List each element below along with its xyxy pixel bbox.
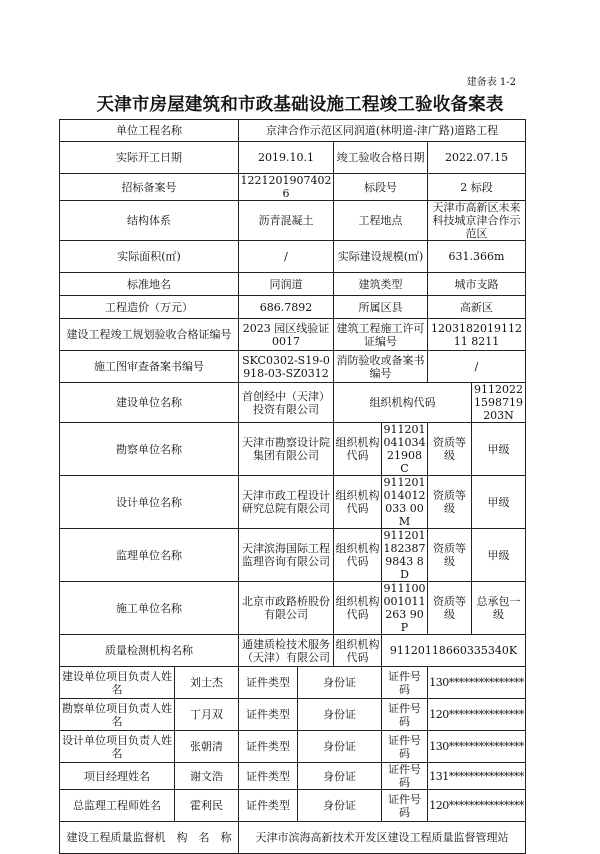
id-no-label: 证件号码 [382,763,428,790]
builder-value: 首创经中（天津）投资有限公司 [239,383,334,423]
cost-value: 686.7892 [239,296,334,319]
cost-label: 工程造价（万元） [60,296,239,319]
supervise-label: 监理单位名称 [60,529,239,582]
landmark-value: 同润道 [239,273,334,296]
permit-value: 120318201911211 8211 [428,319,526,351]
construct-qual-label: 资质等级 [428,582,472,635]
id-no-value: 120*************** [428,699,526,731]
builder-row [60,383,526,423]
person-role: 项目经理姓名 [60,763,175,790]
area-value: / [239,241,334,273]
id-type-label: 证件类型 [239,699,298,731]
certificate-row [60,319,526,351]
design-org-code-value: 911201014012033 00M [383,476,426,528]
start-date-label: 实际开工日期 [60,142,239,174]
person-role: 总监理工程师姓名 [60,790,175,822]
design-org-code-label: 组织机构代码 [334,476,382,529]
fire-label: 消防验收或备案书编号 [334,351,428,383]
id-type-value: 身份证 [298,763,382,790]
id-type-value: 身份证 [298,699,382,731]
survey-value: 天津市勘察设计院集团有限公司 [239,423,334,476]
id-no-value: 130*************** [428,667,526,699]
cost-row [60,296,526,319]
builder-label: 建设单位名称 [60,383,239,423]
design-qual-label: 资质等级 [428,476,472,529]
id-no-label: 证件号码 [382,699,428,731]
id-type-value: 身份证 [298,731,382,763]
form-number: 建备表 1-2 [466,77,516,88]
design-row [60,476,526,529]
bid-row [60,174,526,201]
id-no-value: 131*************** [428,763,526,790]
supervise-qual-label: 资质等级 [428,529,472,582]
person-name: 谢文浩 [175,763,239,790]
district-value: 高新区 [428,296,526,319]
id-type-label: 证件类型 [239,667,298,699]
fire-value: / [428,351,526,383]
construct-org-code-value: 911100001011263 90P [383,582,426,634]
id-type-label: 证件类型 [239,790,298,822]
id-no-value: 130*************** [428,731,526,763]
planning-cert-label: 建设工程竣工规划验收合格证编号 [60,319,239,351]
person-row [60,731,526,763]
construct-org-code-label: 组织机构代码 [334,582,382,635]
id-no-label: 证件号码 [382,667,428,699]
permit-label: 建筑工程施工许可证编号 [334,319,428,351]
design-value: 天津市政工程设计研究总院有限公司 [239,476,334,529]
structure-label: 结构体系 [60,201,239,241]
id-type-value: 身份证 [298,667,382,699]
design-label: 设计单位名称 [60,476,239,529]
testing-org-code-value: 91120118660335340K [382,635,526,667]
supervise-org-code-value: 9112011823879843 8D [383,529,426,581]
bid-record-label: 招标备案号 [60,174,239,201]
person-role: 建设单位项目负责人姓名 [60,667,175,699]
location-label: 工程地点 [334,201,428,241]
survey-org-code-value: 91120104103421908C [383,423,426,475]
landmark-row [60,273,526,296]
project-name-row [60,120,526,142]
id-no-label: 证件号码 [382,790,428,822]
person-name: 霍利民 [175,790,239,822]
person-row [60,699,526,731]
acceptance-date-label: 竣工验收合格日期 [334,142,428,174]
builder-org-code-value: 91120221598719203N [472,383,526,423]
testing-org-code-label: 组织机构代码 [334,635,382,667]
supervise-value: 天津滨海国际工程监理咨询有限公司 [239,529,334,582]
person-name: 张朝清 [175,731,239,763]
person-row [60,667,526,699]
id-no-label: 证件号码 [382,731,428,763]
survey-qual-label: 资质等级 [428,423,472,476]
id-type-value: 身份证 [298,790,382,822]
location-value: 天津市高新区未来科技城京津合作示范区 [428,201,526,241]
section-label: 标段号 [334,174,428,201]
project-name-label: 单位工程名称 [60,120,239,142]
section-value: 2 标段 [428,174,526,201]
person-role: 勘察单位项目负责人姓名 [60,699,175,731]
survey-label: 勘察单位名称 [60,423,239,476]
person-row [60,763,526,790]
page-title: 天津市房屋建筑和市政基础设施工程竣工验收备案表 [96,95,504,115]
id-type-label: 证件类型 [239,763,298,790]
construct-row [60,582,526,635]
supervise-org-code-label: 组织机构代码 [334,529,382,582]
drawing-cert-label: 施工图审查备案书编号 [60,351,239,383]
building-type-value: 城市支路 [428,273,526,296]
person-row [60,790,526,822]
person-role: 设计单位项目负责人姓名 [60,731,175,763]
person-name: 刘士杰 [175,667,239,699]
start-date-value: 2019.10.1 [239,142,334,174]
survey-qual-value: 甲级 [472,423,526,476]
construct-value: 北京市政路桥股份有限公司 [239,582,334,635]
id-type-label: 证件类型 [239,731,298,763]
building-type-label: 建筑类型 [334,273,428,296]
structure-value: 沥青混凝土 [239,201,334,241]
dates-row [60,142,526,174]
scale-value: 631.366m [428,241,526,273]
construct-label: 施工单位名称 [60,582,239,635]
project-name-value: 京津合作示范区同润道(林明道-津广路)道路工程 [239,120,526,142]
testing-row [60,635,526,667]
supervise-qual-value: 甲级 [472,529,526,582]
builder-org-code-label: 组织机构代码 [334,383,472,423]
drawing-row [60,351,526,383]
scale-label: 实际建设规模(㎡) [334,241,428,273]
drawing-cert-value: SKC0302-S19-0918-03-SZ0312 [239,351,334,383]
district-label: 所属区县 [334,296,428,319]
structure-row [60,201,526,241]
design-qual-value: 甲级 [472,476,526,529]
survey-row [60,423,526,476]
supervise-row [60,529,526,582]
survey-org-code-label: 组织机构代码 [334,423,382,476]
supervision-label: 建设工程质量监督机 构 名 称 [60,822,239,854]
testing-value: 通建质检技术服务（天津）有限公司 [239,635,334,667]
area-label: 实际面积(㎡) [60,241,239,273]
supervision-value: 天津市滨海高新技术开发区建设工程质量监督管理站 [239,822,526,854]
planning-cert-value: 2023 园区线验证 0017 [239,319,334,351]
area-row [60,241,526,273]
testing-label: 质量检测机构名称 [60,635,239,667]
construct-qual-value: 总承包一级 [472,582,526,635]
id-no-value: 120*************** [428,790,526,822]
bid-record-value: 12212019074026 [239,174,334,201]
person-name: 丁月双 [175,699,239,731]
acceptance-date-value: 2022.07.15 [428,142,526,174]
landmark-label: 标准地名 [60,273,239,296]
acceptance-record-table [59,119,526,854]
